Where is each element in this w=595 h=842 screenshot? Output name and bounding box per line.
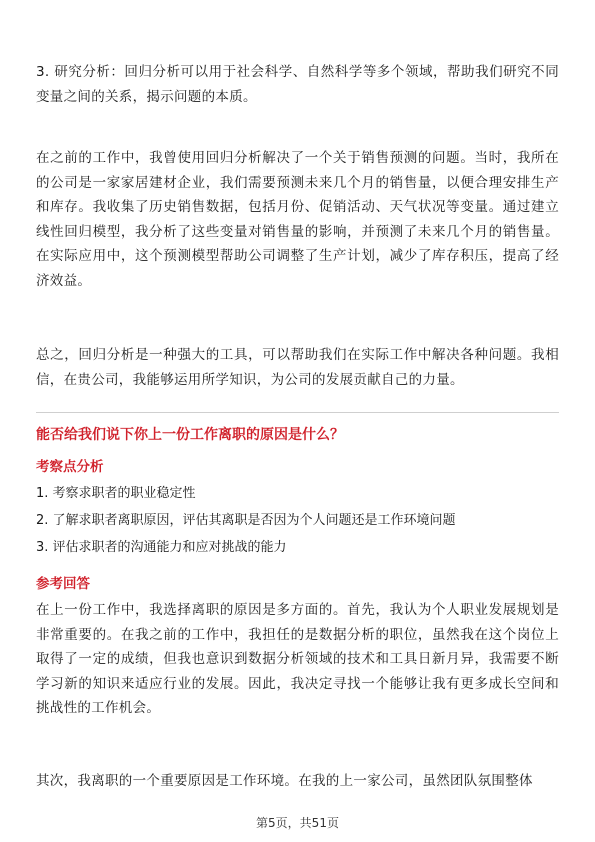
analysis-item: 1. 考察求职者的职业稳定性	[36, 486, 196, 501]
paragraph-research-analysis: 3. 研究分析：回归分析可以用于社会科学、自然科学等多个领域，帮助我们研究不同变量之间的关系，揭示问题的本质。	[36, 64, 559, 105]
section-divider	[36, 412, 559, 413]
analysis-item: 3. 评估求职者的沟通能力和应对挑战的能力	[36, 540, 287, 555]
page-number: 第5页，共51页	[256, 816, 339, 830]
answer-heading: 参考回答	[36, 576, 90, 592]
analysis-item: 2. 了解求职者离职原因，评估其离职是否因为个人问题还是工作环境问题	[36, 513, 456, 528]
paragraph-sales-forecast: 在之前的工作中，我曾使用回归分析解决了一个关于销售预测的问题。当时，我所在的公司是一家家居建材企业，我们需要预测未来几个月的销售量，以便合理安排生产和库存。我收集了历史销售数据，包括月份、促销活动、天气状况等变量。通过建立线性回归模型，我分析了这些变量对销售量的影响，并预测了未来几个月的销售量。在实际应用中，这个预测模型帮助公司调整了生产计划，减少了库存积压，提高了经济效益。	[36, 150, 559, 289]
analysis-heading: 考察点分析	[36, 459, 104, 475]
paragraph-conclusion: 总之，回归分析是一种强大的工具，可以帮助我们在实际工作中解决各种问题。我相信，在贵公司，我能够运用所学知识，为公司的发展贡献自己的力量。	[36, 347, 559, 388]
answer-paragraph: 其次，我离职的一个重要原因是工作环境。在我的上一家公司，虽然团队氛围整体	[36, 773, 533, 789]
question-heading: 能否给我们说下你上一份工作离职的原因是什么？	[36, 427, 344, 443]
answer-paragraph: 在上一份工作中，我选择离职的原因是多方面的。首先，我认为个人职业发展规划是非常重要的。在我之前的工作中，我担任的是数据分析的职位，虽然我在这个岗位上取得了一定的成绩，但我也意识到数据分析领域的技术和工具日新月异，我需要不断学习新的知识来适应行业的发展。因此，我决定寻找一个能够让我有更多成长空间和挑战性的工作机会。	[36, 602, 559, 716]
